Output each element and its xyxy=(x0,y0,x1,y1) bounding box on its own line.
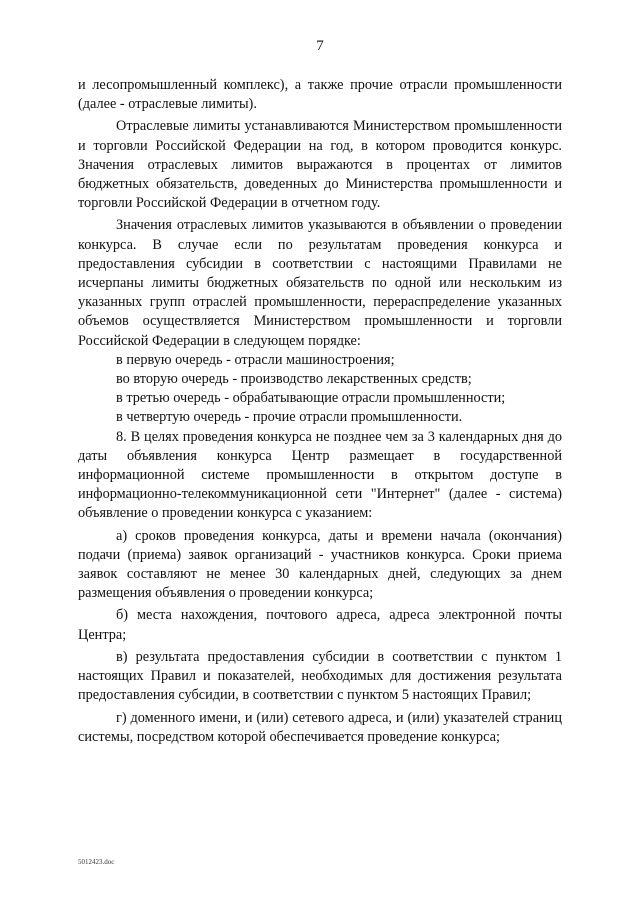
paragraph-continuation: и лесопромышленный комплекс), а также прочие отрасли промышленности (далее - отраслевые лимиты). xyxy=(78,77,562,113)
subitem-a: а) сроков проведения конкурса, даты и времени начала (окончания) подачи (приема) заявок организаций - участников конкурса. Сроки приема заявок составляют не менее 30 календарных дней, следующих за днем размещения объявления о проведении конкурса; xyxy=(78,527,562,602)
subitem-b: б) места нахождения, почтового адреса, адреса электронной почты Центра; xyxy=(78,607,562,643)
list-item-second-priority: во вторую очередь - производство лекарственных средств; xyxy=(116,371,472,388)
paragraph-item-8: 8. В целях проведения конкурса не позднее чем за 3 календарных дня до даты объявления конкурса Центр размещает в государственной информационной системе промышленности в открытом доступе в информационно-телекоммуникационной сети "Интернет" (далее - система) объявление о проведении конкурса с указанием: xyxy=(78,428,562,522)
paragraph-sector-limits: Отраслевые лимиты устанавливаются Министерством промышленности и торговли Российской Федерации на год, в котором проводится конкурс. Значения отраслевых лимитов выражаются в процентах от лимитов бюджетных обязательств, доведенных до Министерства промышленности и торговли Российской Федерации в отчетном году. xyxy=(78,118,562,212)
subitem-g: г) доменного имени, и (или) сетевого адреса, и (или) указателей страниц системы, посредством которой обеспечивается проведение конкурса; xyxy=(78,709,562,745)
list-item-fourth-priority: в четвертую очередь - прочие отрасли промышленности. xyxy=(116,409,463,426)
paragraph-limit-values: Значения отраслевых лимитов указываются в объявлении о проведении конкурса. В случае если по результатам проведения конкурса и предоставления субсидии в соответствии с настоящими Правилами не исчерпаны лимиты бюджетных обязательств по одной или нескольким из указанных групп отраслей промышленности, перераспределение указанных объемов осуществляется Министерством промышленности и торговли Российской Федерации в следующем порядке: xyxy=(78,217,562,349)
document-body xyxy=(78,76,562,747)
list-item-first-priority: в первую очередь - отрасли машиностроения; xyxy=(116,351,395,368)
subitem-v: в) результата предоставления субсидии в соответствии с пунктом 1 настоящих Правил и показателей, необходимых для достижения результата предоставления субсидии, в соответствии с пунктом 5 настоящих Правил; xyxy=(78,648,562,704)
page-number: 7 xyxy=(316,38,324,54)
footer-file-code: 5012423.doc xyxy=(78,858,115,866)
list-item-third-priority: в третью очередь - обрабатывающие отрасли промышленности; xyxy=(116,390,506,407)
